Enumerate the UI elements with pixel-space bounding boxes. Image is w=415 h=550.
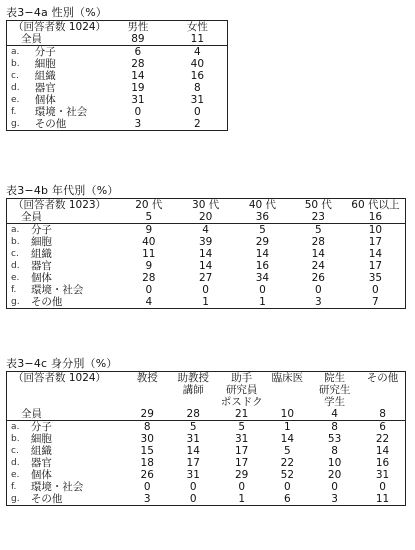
table-c-caption: 表3−4c 身分別（%） <box>6 357 118 370</box>
cell-value: 14 <box>311 248 325 260</box>
row-label: 個体 <box>30 469 52 481</box>
table-row <box>7 284 406 296</box>
table-b-body <box>7 211 406 309</box>
cell-value: 34 <box>255 272 270 284</box>
cell-value: 31 <box>235 433 249 445</box>
cell-value: 8 <box>143 421 151 433</box>
row-letter: c. <box>11 446 19 456</box>
cell-value: 39 <box>198 236 213 248</box>
cell-value: 8 <box>331 445 338 457</box>
cell-value: 0 <box>143 481 151 493</box>
cell-value: 30 <box>140 433 154 445</box>
cell-value: 1 <box>284 421 291 433</box>
cell-value: 26 <box>311 272 325 284</box>
row-letter: g. <box>11 119 20 129</box>
row-label: 器官 <box>34 82 56 94</box>
cell-value: 36 <box>234 211 291 224</box>
cell-value: 6 <box>379 421 386 433</box>
cell-value: 29 <box>235 469 249 481</box>
cell-value: 0 <box>284 481 291 493</box>
cell-value: 52 <box>280 469 295 481</box>
table-row <box>7 457 406 469</box>
table-row <box>7 70 228 82</box>
table-row <box>7 493 406 506</box>
cell-value: 8 <box>194 82 201 94</box>
cell-value: 53 <box>327 433 342 445</box>
cell-value: 9 <box>145 260 153 272</box>
cell-value: 10 <box>327 457 342 469</box>
row-label: 環境・社会 <box>34 106 88 118</box>
cell-value: 0 <box>372 284 379 296</box>
cell-value: 31 <box>186 469 200 481</box>
cell-value: 7 <box>372 296 379 308</box>
cell-value: 4 <box>145 296 153 308</box>
table-c-col-header: 院生 研究生 学生 <box>318 372 351 408</box>
cell-value: 16 <box>346 211 406 224</box>
table-a-body <box>7 33 228 131</box>
cell-value: 8 <box>331 421 338 433</box>
row-label: 細胞 <box>30 236 52 248</box>
cell-value: 1 <box>238 493 246 505</box>
table-row <box>7 260 406 272</box>
table-a-col-header: 女性 <box>186 21 208 33</box>
cell-value: 11 <box>375 493 390 505</box>
cell-value: 35 <box>368 272 383 284</box>
table-c-col-header: 教授 <box>136 372 158 384</box>
table-row-all <box>7 211 406 224</box>
all-label: 全員 <box>7 33 109 46</box>
cell-value: 14 <box>131 70 145 82</box>
table-row <box>7 433 406 445</box>
cell-value: 6 <box>284 493 291 505</box>
cell-value: 19 <box>131 82 145 94</box>
cell-value: 4 <box>309 408 360 421</box>
cell-value: 16 <box>255 260 270 272</box>
table-a-caption: 表3−4a 性別（%） <box>6 6 108 19</box>
table-row <box>7 272 406 284</box>
cell-value: 40 <box>142 236 156 248</box>
cell-value: 26 <box>140 469 154 481</box>
cell-value: 5 <box>238 421 246 433</box>
cell-value: 16 <box>190 70 205 82</box>
cell-value: 0 <box>134 106 142 118</box>
table-row <box>7 224 406 237</box>
cell-value: 0 <box>189 481 197 493</box>
all-label: 全員 <box>7 408 126 421</box>
cell-value: 20 <box>327 469 342 481</box>
cell-value: 0 <box>379 481 386 493</box>
table-c-col-header: その他 <box>366 372 399 384</box>
table-b-col-header: 40 代 <box>248 199 277 211</box>
cell-value: 14 <box>255 248 270 260</box>
row-letter: d. <box>11 261 20 271</box>
cell-value: 4 <box>194 46 201 58</box>
cell-value: 0 <box>259 284 266 296</box>
cell-value: 17 <box>368 236 383 248</box>
cell-value: 29 <box>255 236 270 248</box>
cell-value: 9 <box>145 224 153 236</box>
table-b <box>6 198 406 309</box>
row-letter: d. <box>11 83 20 93</box>
row-label: 器官 <box>30 260 52 272</box>
row-label: 組織 <box>34 70 56 82</box>
row-letter: f. <box>11 107 17 117</box>
cell-value: 14 <box>198 248 213 260</box>
cell-value: 31 <box>186 433 200 445</box>
row-letter: a. <box>11 225 20 235</box>
cell-value: 17 <box>235 445 249 457</box>
cell-value: 1 <box>202 296 209 308</box>
row-label: 環境・社会 <box>30 284 84 296</box>
cell-value: 14 <box>198 260 213 272</box>
row-label: 細胞 <box>34 58 56 70</box>
row-letter: g. <box>11 297 20 307</box>
cell-value: 5 <box>314 224 322 236</box>
table-c-body <box>7 408 406 506</box>
cell-value: 14 <box>280 433 295 445</box>
cell-value: 28 <box>169 408 218 421</box>
row-label: 個体 <box>34 94 56 106</box>
table-a-col-header: 男性 <box>127 21 149 33</box>
table-row <box>7 82 228 94</box>
row-letter: e. <box>11 470 20 480</box>
table-c-col-header: 臨床医 <box>271 372 304 384</box>
cell-value: 0 <box>145 284 153 296</box>
table-c-header <box>7 372 406 409</box>
row-letter: f. <box>11 285 17 295</box>
row-label: その他 <box>30 296 63 308</box>
table-c <box>6 371 406 506</box>
row-label: 分子 <box>30 421 52 433</box>
row-label: 組織 <box>30 248 52 260</box>
cell-value: 16 <box>375 457 390 469</box>
row-letter: f. <box>11 482 17 492</box>
cell-value: 31 <box>131 94 145 106</box>
table-b-col-header: 20 代 <box>135 199 163 211</box>
row-letter: a. <box>11 422 20 432</box>
cell-value: 3 <box>143 493 151 505</box>
table-b-col-header: 50 代 <box>304 199 332 211</box>
table-c-col-header: 助手 研究員 ポスドク <box>220 372 263 408</box>
table-a-header <box>7 21 228 34</box>
row-label: 細胞 <box>30 433 52 445</box>
row-letter: e. <box>11 273 20 283</box>
row-letter: d. <box>11 458 20 468</box>
row-label: 分子 <box>30 224 52 236</box>
cell-value: 0 <box>314 284 322 296</box>
all-label: 全員 <box>7 211 121 224</box>
row-label: 分子 <box>34 46 56 58</box>
cell-value: 28 <box>131 58 145 70</box>
row-label: その他 <box>30 493 63 505</box>
table-row <box>7 445 406 457</box>
cell-value: 22 <box>375 433 390 445</box>
table-row <box>7 94 228 106</box>
row-letter: b. <box>11 237 20 247</box>
cell-value: 18 <box>140 457 154 469</box>
table-row-all <box>7 408 406 421</box>
table-c-col-header: 助教授 講師 <box>177 372 209 396</box>
table-row <box>7 248 406 260</box>
row-letter: b. <box>11 59 20 69</box>
cell-value: 11 <box>142 248 156 260</box>
row-label: 個体 <box>30 272 52 284</box>
cell-value: 15 <box>140 445 154 457</box>
table-row <box>7 236 406 248</box>
table-a <box>6 20 228 131</box>
row-letter: c. <box>11 71 19 81</box>
cell-value: 28 <box>311 236 325 248</box>
row-letter: b. <box>11 434 20 444</box>
cell-value: 23 <box>291 211 346 224</box>
table-row <box>7 469 406 481</box>
cell-value: 14 <box>375 445 390 457</box>
table-row <box>7 481 406 493</box>
table-b-respondents: （回答者数 1023） <box>13 199 107 211</box>
table-b-header <box>7 199 406 212</box>
cell-value: 3 <box>331 493 338 505</box>
cell-value: 31 <box>190 94 205 106</box>
cell-value: 0 <box>194 106 201 118</box>
cell-value: 3 <box>314 296 322 308</box>
cell-value: 17 <box>235 457 249 469</box>
cell-value: 0 <box>238 481 246 493</box>
table-row <box>7 58 228 70</box>
cell-value: 17 <box>368 260 383 272</box>
table-row <box>7 118 228 131</box>
cell-value: 40 <box>190 58 205 70</box>
cell-value: 8 <box>360 408 405 421</box>
table-row <box>7 46 228 59</box>
cell-value: 0 <box>202 284 209 296</box>
table-b-col-header: 60 代以上 <box>351 199 400 211</box>
cell-value: 5 <box>189 421 197 433</box>
row-letter: g. <box>11 494 20 504</box>
cell-value: 2 <box>194 118 201 130</box>
cell-value: 11 <box>168 33 228 46</box>
cell-value: 4 <box>202 224 209 236</box>
cell-value: 20 <box>177 211 234 224</box>
table-b-col-header: 30 代 <box>192 199 220 211</box>
cell-value: 10 <box>266 408 309 421</box>
table-row <box>7 296 406 309</box>
cell-value: 22 <box>280 457 295 469</box>
cell-value: 24 <box>311 260 325 272</box>
row-letter: a. <box>11 47 20 57</box>
row-label: 組織 <box>30 445 52 457</box>
cell-value: 14 <box>368 248 383 260</box>
cell-value: 17 <box>186 457 200 469</box>
cell-value: 5 <box>284 445 291 457</box>
cell-value: 5 <box>259 224 266 236</box>
cell-value: 28 <box>142 272 156 284</box>
row-label: 器官 <box>30 457 52 469</box>
row-label: その他 <box>34 118 67 130</box>
row-label: 環境・社会 <box>30 481 84 493</box>
cell-value: 6 <box>134 46 142 58</box>
table-b-caption: 表3−4b 年代別（%） <box>6 184 119 197</box>
table-c-respondents: （回答者数 1024） <box>13 372 107 384</box>
cell-value: 10 <box>368 224 383 236</box>
cell-value: 5 <box>120 211 177 224</box>
row-letter: c. <box>11 249 19 259</box>
table-row-all <box>7 33 228 46</box>
cell-value: 31 <box>375 469 390 481</box>
cell-value: 29 <box>126 408 169 421</box>
cell-value: 0 <box>331 481 338 493</box>
cell-value: 1 <box>259 296 266 308</box>
cell-value: 89 <box>108 33 168 46</box>
cell-value: 0 <box>189 493 197 505</box>
row-letter: e. <box>11 95 20 105</box>
table-row <box>7 421 406 434</box>
table-a-respondents: （回答者数 1024） <box>13 21 107 33</box>
table-row <box>7 106 228 118</box>
cell-value: 3 <box>134 118 142 130</box>
cell-value: 27 <box>198 272 213 284</box>
cell-value: 21 <box>218 408 266 421</box>
cell-value: 14 <box>186 445 200 457</box>
